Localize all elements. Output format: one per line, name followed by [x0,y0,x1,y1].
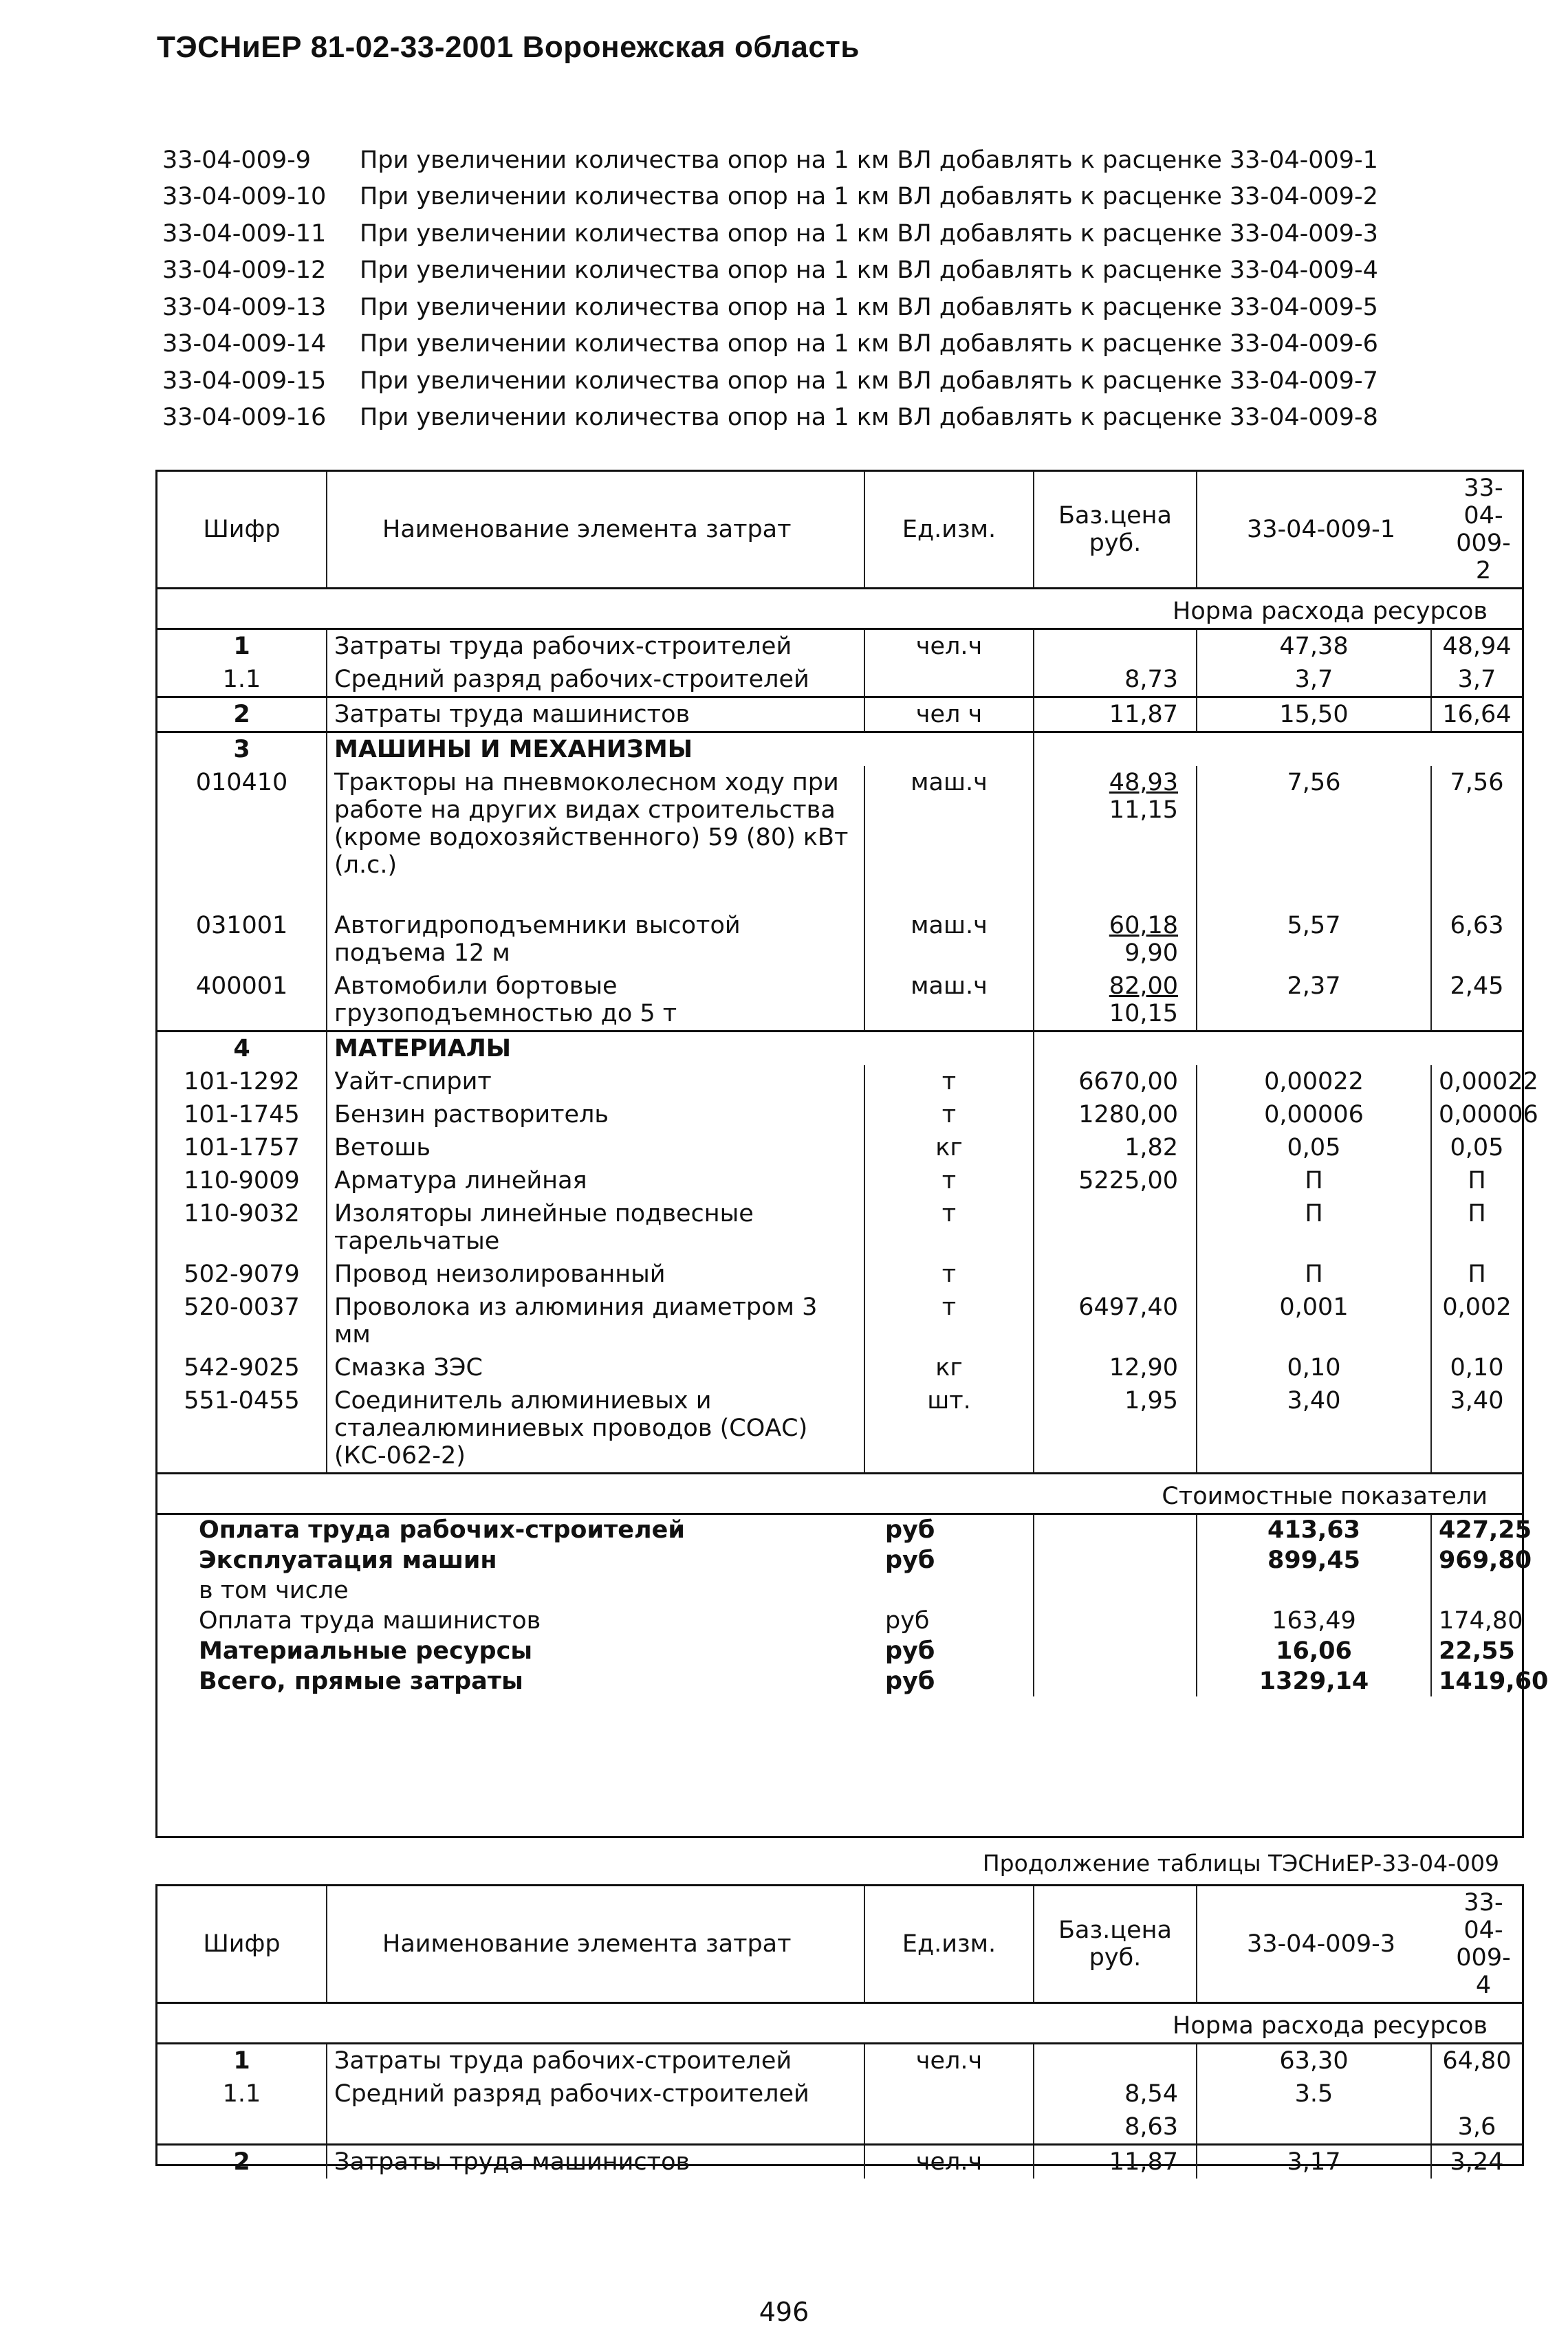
cell-price: 11,87 [1034,697,1197,732]
cell-unit: маш.ч [864,766,1034,909]
table-row [157,2044,1522,2078]
cell-name: Тракторы на пневмоколесном ходу при работе на других видах строительства (кроме водохозяйственного) 59 (80) кВт (л.с.) [327,766,864,909]
table-row [157,1065,1522,1098]
cell-code: 1 [233,633,250,660]
price-main: 60,18 [1109,912,1178,939]
cell-v2: 3,24 [1431,2145,1522,2179]
cell-v1: П [1197,1197,1431,1258]
cost-unit: руб [885,1547,935,1574]
cell-code: 502-9079 [184,1260,300,1288]
cell-price: 8,73 [1034,663,1197,697]
item-code: 33-04-009-9 [162,146,312,174]
resource-table-2 [155,1884,1524,2176]
col-header: Баз.цена руб. [1034,472,1197,589]
cell-price: 6497,40 [1034,1291,1197,1351]
cell-unit: кг [864,1351,1034,1384]
cell-v1 [1197,2110,1431,2145]
cell-price [1034,766,1197,909]
cell-price [1034,629,1197,664]
cell-name: Автогидроподъемники высотой подъема 12 м [327,909,864,970]
cell-unit: т [864,1065,1034,1098]
item-code: 33-04-009-11 [162,219,327,248]
cell-v2: П [1431,1164,1522,1197]
table-row [157,1291,1522,1351]
table-row [157,1131,1522,1164]
cost-row [157,1575,1522,1606]
cell-unit: чел.ч [864,629,1034,664]
cell-v1: 47,38 [1197,629,1431,664]
cell-v2: 0,00022 [1431,1065,1522,1098]
cell-price: 1,82 [1034,1131,1197,1164]
cell-code: 1 [233,2047,250,2075]
table-row [157,909,1522,970]
col-header: 33-04-009-2 [1431,472,1522,589]
cost-name: Эксплуатация машин [199,1547,497,1574]
cell-code: 110-9032 [184,1200,300,1227]
price-sub: 11,15 [1109,796,1178,824]
cell-unit: чел ч [864,697,1034,732]
item-text: При увеличении количества опор на 1 км ВЛ добавлять к расценке 33-04-009-3 [360,219,1378,248]
cell-unit: чел.ч [864,2044,1034,2078]
item-code: 33-04-009-14 [162,330,327,358]
cell-v1: 3.5 [1197,2077,1431,2110]
cell-name: Провод неизолированный [327,1258,864,1291]
cell-unit: т [864,1197,1034,1258]
cell-v1: 5,57 [1197,909,1431,970]
cell-v2: 3,7 [1431,663,1522,697]
item-text: При увеличении количества опор на 1 км ВЛ добавлять к расценке 33-04-009-8 [360,404,1378,432]
table-row [157,629,1522,664]
col-header: Ед.изм. [864,1886,1034,2003]
table-row [157,697,1522,732]
cell-price [1034,1197,1197,1258]
cost-v1: 163,49 [1197,1606,1431,1636]
table-row [157,766,1522,909]
section-title: МАТЕРИАЛЫ [327,1031,864,1066]
cell-v1: 3,17 [1197,2145,1431,2179]
item-text: При увеличении количества опор на 1 км ВЛ добавлять к расценке 33-04-009-4 [360,256,1378,285]
item-code: 33-04-009-15 [162,367,327,395]
cell-v1: 15,50 [1197,697,1431,732]
cell-unit: т [864,1098,1034,1131]
cell-v2: 7,56 [1431,766,1522,909]
cell-name [327,2110,864,2145]
price-sub: 10,15 [1109,1000,1178,1027]
cell-v1: 3,7 [1197,663,1431,697]
cost-unit: руб [885,1668,935,1695]
table-row [157,2110,1522,2145]
cell-unit: т [864,1291,1034,1351]
cost-row [157,1514,1522,1546]
cell-unit: кг [864,1131,1034,1164]
cost-label-row [157,1474,1522,1514]
list-item [162,326,1469,363]
list-item [162,179,1469,216]
cost-row [157,1545,1522,1575]
cost-unit: руб [885,1516,935,1544]
norm-label: Норма расхода ресурсов [1173,598,1488,625]
cell-v1: 0,10 [1197,1351,1431,1384]
cell-price: 8,63 [1034,2110,1197,2145]
price-main: 82,00 [1109,972,1178,1000]
table-row [157,663,1522,697]
cost-v2: 969,80 [1431,1545,1522,1575]
cell-code: 1.1 [222,2080,261,2108]
continuation-caption: Продолжение таблицы ТЭСНиЕР-33-04-009 [982,1850,1499,1877]
list-item [162,362,1469,400]
col-header: Ед.изм. [864,472,1034,589]
item-text: При увеличении количества опор на 1 км ВЛ добавлять к расценке 33-04-009-1 [360,146,1378,174]
cell-code: 110-9009 [184,1167,300,1194]
cost-v1: 1329,14 [1197,1666,1431,1696]
cost-row [157,1666,1522,1696]
table-header-row [157,1886,1522,2003]
cell-unit [864,663,1034,697]
list-item [162,215,1469,252]
item-text: При увеличении количества опор на 1 км ВЛ добавлять к расценке 33-04-009-2 [360,183,1378,211]
cell-price: 12,90 [1034,1351,1197,1384]
cell-v1: 0,001 [1197,1291,1431,1351]
cost-name: Всего, прямые затраты [199,1668,523,1695]
cost-unit: руб [885,1637,935,1665]
cell-v1: 0,00006 [1197,1098,1431,1131]
cell-code: 101-1292 [184,1068,300,1095]
cell-v2 [1431,2077,1522,2110]
table-row [157,1258,1522,1291]
cell-v2: 0,05 [1431,1131,1522,1164]
list-item [162,142,1469,179]
cell-code: 2 [157,2145,327,2179]
cell-name: Ветошь [327,1131,864,1164]
cell-v2: 48,94 [1431,629,1522,664]
list-item [162,252,1469,290]
norm-label-row [157,589,1522,629]
cost-name: в том числе [199,1577,349,1604]
cell-v2: 3,6 [1431,2110,1522,2145]
cell-v1: 7,56 [1197,766,1431,909]
col-header: Наименование элемента затрат [327,1886,864,2003]
cell-code: 551-0455 [184,1387,300,1415]
cell-name: Бензин растворитель [327,1098,864,1131]
cell-name: Проволока из алюминия диаметром 3 мм [327,1291,864,1351]
section-title: МАШИНЫ И МЕХАНИЗМЫ [327,732,864,767]
list-item [162,289,1469,326]
cell-unit: шт. [864,1384,1034,1474]
table-row [157,1197,1522,1258]
col-header: Баз.цена руб. [1034,1886,1197,2003]
item-code: 33-04-009-12 [162,256,327,285]
cost-v2: 174,80 [1431,1606,1522,1636]
col-header: Шифр [157,472,327,589]
cell-code: 010410 [195,769,288,796]
cell-unit: маш.ч [864,970,1034,1031]
list-item [162,400,1469,437]
cell-v1: 0,05 [1197,1131,1431,1164]
cell-name: Затраты труда машинистов [327,697,864,732]
cell-name: Средний разряд рабочих-строителей [327,2077,864,2110]
cell-unit [864,2110,1034,2145]
cell-v1: 0,00022 [1197,1065,1431,1098]
section-code: 3 [157,732,327,767]
cell-code: 031001 [195,912,288,939]
cell-code: 542-9025 [184,1354,300,1382]
col-header: 33-04-009-3 [1197,1886,1431,2003]
page-number: 496 [759,2297,809,2327]
item-text: При увеличении количества опор на 1 км ВЛ добавлять к расценке 33-04-009-5 [360,293,1378,321]
cost-v2: 22,55 [1431,1636,1522,1666]
cell-price [1034,970,1197,1031]
cell-name: Средний разряд рабочих-строителей [327,663,864,697]
col-header: Шифр [157,1886,327,2003]
cell-price: 1,95 [1034,1384,1197,1474]
table-row [157,970,1522,1031]
cell-v2: 6,63 [1431,909,1522,970]
cell-code: 101-1745 [184,1101,300,1128]
cell-price: 8,54 [1034,2077,1197,2110]
cell-price [1034,1258,1197,1291]
cell-v1: 63,30 [1197,2044,1431,2078]
cell-name: Затраты труда машинистов [327,2145,864,2179]
cost-v1: 899,45 [1197,1545,1431,1575]
section-row [157,732,1522,767]
cell-v2: 0,00006 [1431,1098,1522,1131]
intro-list [162,142,1469,436]
cell-unit [864,2077,1034,2110]
cell-name: Затраты труда рабочих-строителей [327,629,864,664]
cell-price: 5225,00 [1034,1164,1197,1197]
cell-v2: П [1431,1197,1522,1258]
cell-unit: т [864,1164,1034,1197]
cost-v1: 413,63 [1197,1514,1431,1546]
cell-unit: т [864,1258,1034,1291]
cell-code: 101-1757 [184,1134,300,1161]
cost-v1: 16,06 [1197,1636,1431,1666]
table-header-row [157,472,1522,589]
cost-name: Материальные ресурсы [199,1637,532,1665]
cell-price [1034,909,1197,970]
cost-name: Оплата труда машинистов [199,1607,541,1635]
cost-v2: 427,25 [1431,1514,1522,1546]
cell-code: 1.1 [222,666,261,693]
section-code: 4 [157,1031,327,1066]
item-text: При увеличении количества опор на 1 км ВЛ добавлять к расценке 33-04-009-7 [360,367,1378,395]
cell-name: Уайт-спирит [327,1065,864,1098]
cell-name: Смазка ЗЭС [327,1351,864,1384]
item-code: 33-04-009-13 [162,293,327,321]
col-header: 33-04-009-1 [1197,472,1431,589]
cell-v1: П [1197,1164,1431,1197]
cell-v2: 64,80 [1431,2044,1522,2078]
col-header: Наименование элемента затрат [327,472,864,589]
norm-label: Норма расхода ресурсов [1173,2012,1488,2040]
price-main: 48,93 [1109,769,1178,796]
page-header: ТЭСНиЕР 81-02-33-2001 Воронежская область [157,30,860,64]
cell-v1: П [1197,1258,1431,1291]
resource-table-1 [155,470,1549,1838]
cell-unit: маш.ч [864,909,1034,970]
cell-code [157,2110,327,2145]
cell-code: 2 [157,697,327,732]
cell-price: 11,87 [1034,2145,1197,2179]
cell-v1: 2,37 [1197,970,1431,1031]
table-row [157,1098,1522,1131]
cell-price: 6670,00 [1034,1065,1197,1098]
cell-v2: 3,40 [1431,1384,1522,1474]
cell-price: 1280,00 [1034,1098,1197,1131]
cell-v1: 3,40 [1197,1384,1431,1474]
cost-label: Стоимостные показатели [157,1474,1522,1514]
cell-name: Соединитель алюминиевых и сталеалюминиевых проводов (СОАС) (КС-062-2) [327,1384,864,1474]
cost-name: Оплата труда рабочих-строителей [199,1516,685,1544]
cell-name: Изоляторы линейные подвесные тарельчатые [327,1197,864,1258]
cell-v2: 16,64 [1431,697,1522,732]
cost-row [157,1636,1522,1666]
norm-label-row [157,2003,1522,2044]
cell-v2: П [1431,1258,1522,1291]
cell-name: Арматура линейная [327,1164,864,1197]
item-text: При увеличении количества опор на 1 км ВЛ добавлять к расценке 33-04-009-6 [360,330,1378,358]
cost-v2: 1419,60 [1431,1666,1522,1696]
cell-unit: чел.ч [864,2145,1034,2179]
table-row [157,1164,1522,1197]
table-row [157,1384,1522,1474]
cell-v2: 0,10 [1431,1351,1522,1384]
price-sub: 9,90 [1124,939,1178,967]
cell-name: Автомобили бортовые грузоподъемностью до 5 т [327,970,864,1031]
item-code: 33-04-009-16 [162,404,327,432]
table-row [157,2077,1522,2110]
cell-code: 520-0037 [184,1293,300,1321]
cell-v2: 0,002 [1431,1291,1522,1351]
cell-code: 400001 [195,972,288,1000]
table-row [157,1351,1522,1384]
col-header: 33-04-009-4 [1431,1886,1522,2003]
cell-price [1034,2044,1197,2078]
cost-unit: руб [885,1607,930,1635]
cell-v2: 2,45 [1431,970,1522,1031]
cell-name: Затраты труда рабочих-строителей [327,2044,864,2078]
table-row [157,2145,1522,2179]
section-row [157,1031,1522,1066]
cost-row [157,1606,1522,1636]
item-code: 33-04-009-10 [162,183,327,211]
